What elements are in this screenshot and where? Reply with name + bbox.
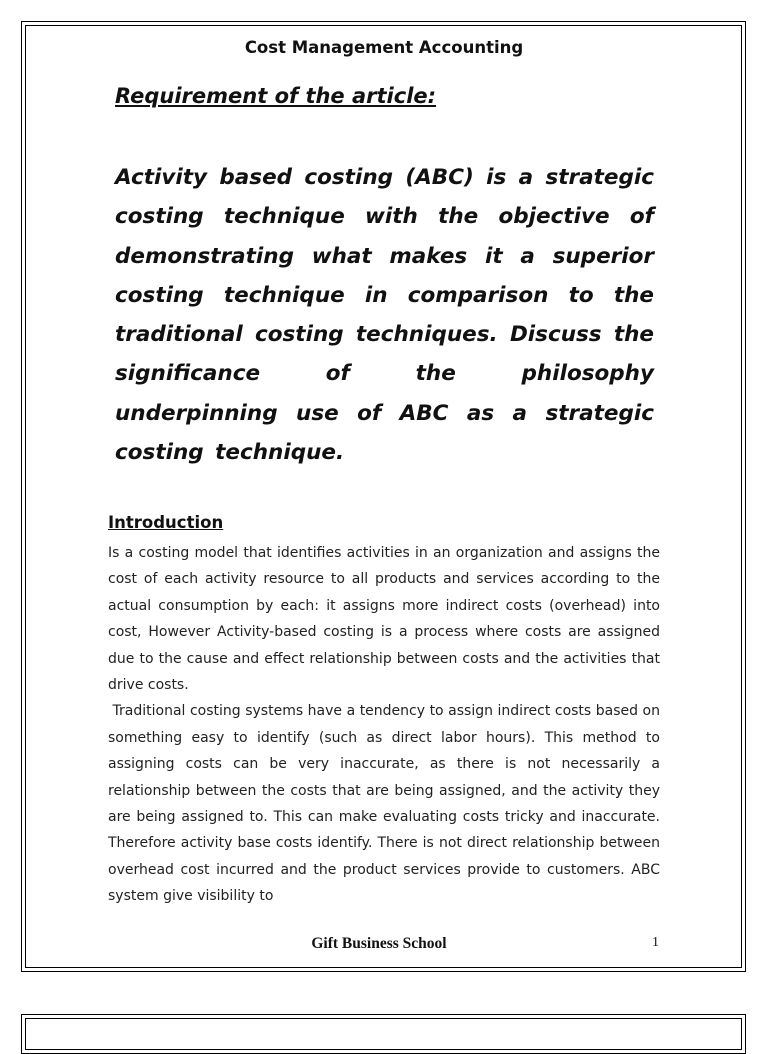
introduction-paragraph: Traditional costing systems have a tendency to assign indirect costs based on something easy to identify (such as direct labor hours). This method to assigning costs can be very inaccurate, as there is not necessarily a relationship between the costs that are being assigned, and the activity they are being assigned to. This can make evaluating costs tricky and inaccurate. Therefore activity base costs identify. There is not direct relationship between overhead cost incurred and the product services provide to customers. ABC system give visibility to [108, 703, 665, 905]
page-number: 1 [652, 935, 659, 950]
page-header: Cost Management Accounting [244, 38, 524, 57]
next-page-border [21, 1014, 746, 1054]
footer-school-name: Gift Business School [311, 935, 447, 952]
introduction-paragraph: Is a costing model that identifies activities in an organization and assigns the cost of each activity resource to all products and services according to the actual consumption by each: it assigns more indirect costs (overhead) into cost, However Activity-based costing is a process where costs are assigned due to the cause and effect relationship between costs and the activities that drive costs. [108, 545, 660, 694]
introduction-body [108, 540, 665, 910]
next-page-inner-border [25, 1018, 742, 1050]
requirement-heading: Requirement of the article: [115, 84, 437, 108]
introduction-heading: Introduction [108, 513, 224, 532]
requirement-text: Activity based costing (ABC) is a strategic costing technique with the objective of demonstrating what makes it a superior costing technique in comparison to the traditional costing techniques. Discuss the significance of the philosophy underpinning use of ABC as a strategic costing technique. [115, 165, 654, 466]
